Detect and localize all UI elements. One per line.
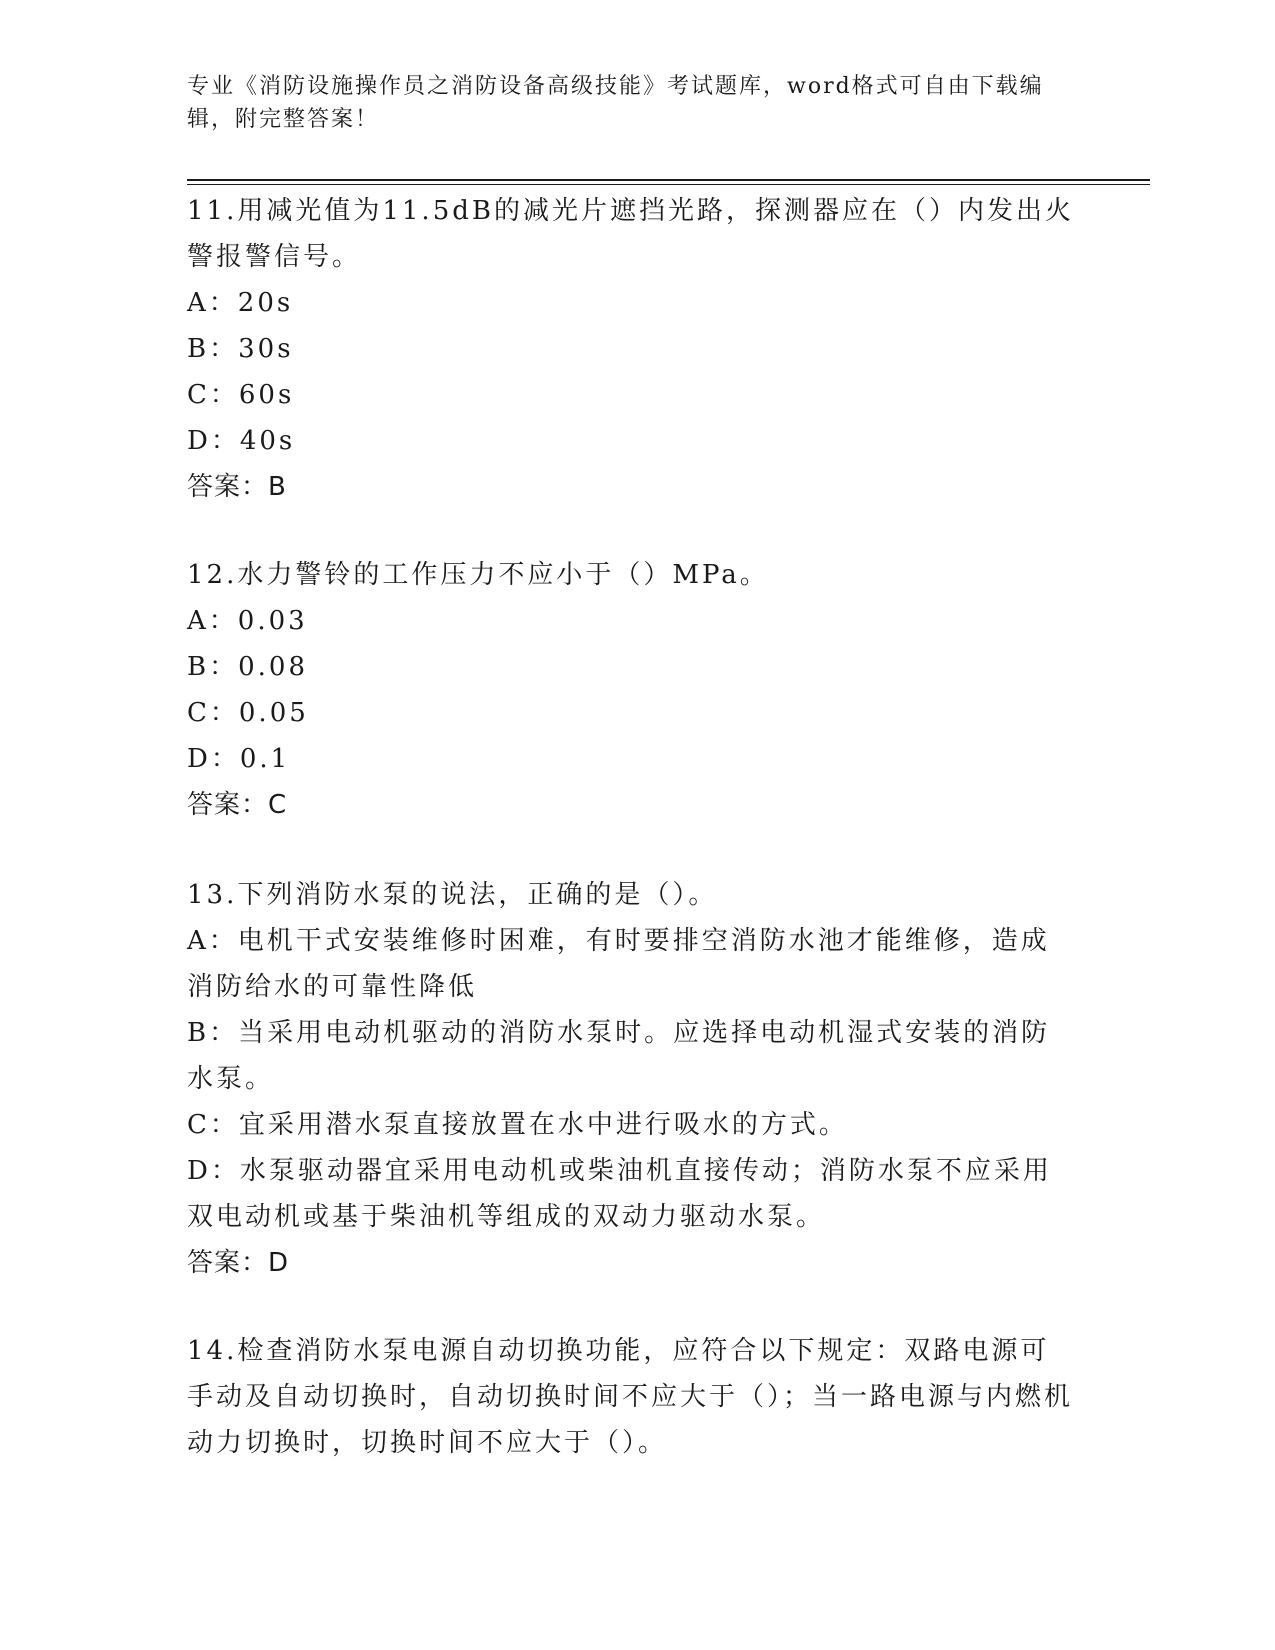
header-divider-thin	[187, 184, 1150, 185]
option-a: A：0.03	[187, 606, 308, 636]
question-12	[187, 552, 1077, 828]
option-c: C：0.05	[187, 698, 309, 728]
document-header: 专业《消防设施操作员之消防设备高级技能》考试题库，word格式可自由下载编辑，附完整答案！	[187, 74, 1044, 132]
option-d: D：0.1	[187, 744, 291, 774]
option-d: D：水泵驱动器宜采用电动机或柴油机直接传动；消防水泵不应采用双电动机或基于柴油机等组成的双动力驱动水泵。	[187, 1156, 1052, 1232]
option-b: B：当采用电动机驱动的消防水泵时。应选择电动机湿式安装的消防水泵。	[187, 1018, 1051, 1094]
option-a: A：电机干式安装维修时困难，有时要排空消防水池才能维修，造成消防给水的可靠性降低	[187, 926, 1050, 1002]
question-stem: 12.水力警铃的工作压力不应小于（）MPa。	[187, 560, 769, 590]
question-stem: 13.下列消防水泵的说法，正确的是（）。	[187, 880, 718, 910]
question-14	[187, 1328, 1077, 1466]
option-a: A：20s	[187, 288, 294, 318]
question-11	[187, 188, 1077, 510]
answer-line: 答案：C	[187, 790, 288, 820]
option-d: D：40s	[187, 426, 296, 456]
question-13	[187, 872, 1077, 1286]
answer-line: 答案：B	[187, 472, 287, 502]
answer-line: 答案：D	[187, 1248, 290, 1278]
header-divider-thick	[187, 179, 1150, 181]
question-stem: 11.用减光值为11.5dB的减光片遮挡光路，探测器应在（）内发出火警报警信号。	[187, 196, 1074, 272]
option-b: B：30s	[187, 334, 294, 364]
option-c: C：宜采用潜水泵直接放置在水中进行吸水的方式。	[187, 1110, 848, 1140]
question-stem: 14.检查消防水泵电源自动切换功能，应符合以下规定：双路电源可手动及自动切换时，自动切换时间不应大于（）；当一路电源与内燃机动力切换时，切换时间不应大于（）。	[187, 1336, 1074, 1458]
option-b: B：0.08	[187, 652, 308, 682]
option-c: C：60s	[187, 380, 295, 410]
